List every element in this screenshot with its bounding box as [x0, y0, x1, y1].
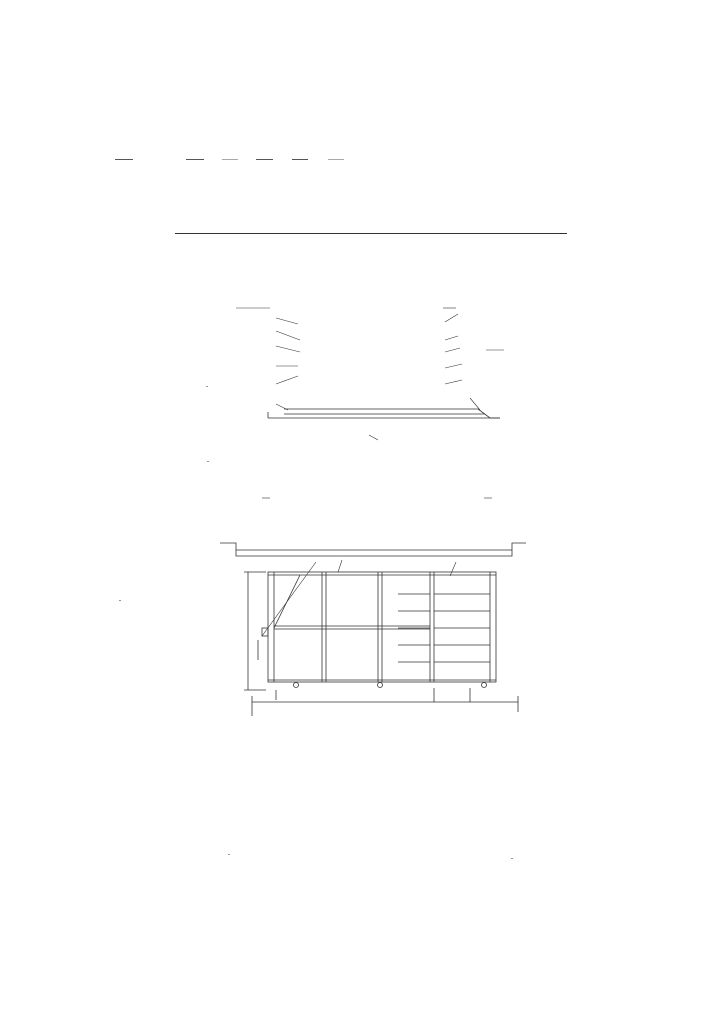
middle-elevation: [220, 543, 526, 556]
plan-view: [244, 572, 518, 716]
speck-4: [206, 386, 208, 387]
top-elevation: [268, 409, 500, 418]
speck-5: [207, 461, 209, 462]
speck-1: [119, 600, 121, 601]
speck-3: [511, 858, 513, 859]
speck-2: [228, 854, 230, 855]
leader-lines: [236, 308, 504, 636]
